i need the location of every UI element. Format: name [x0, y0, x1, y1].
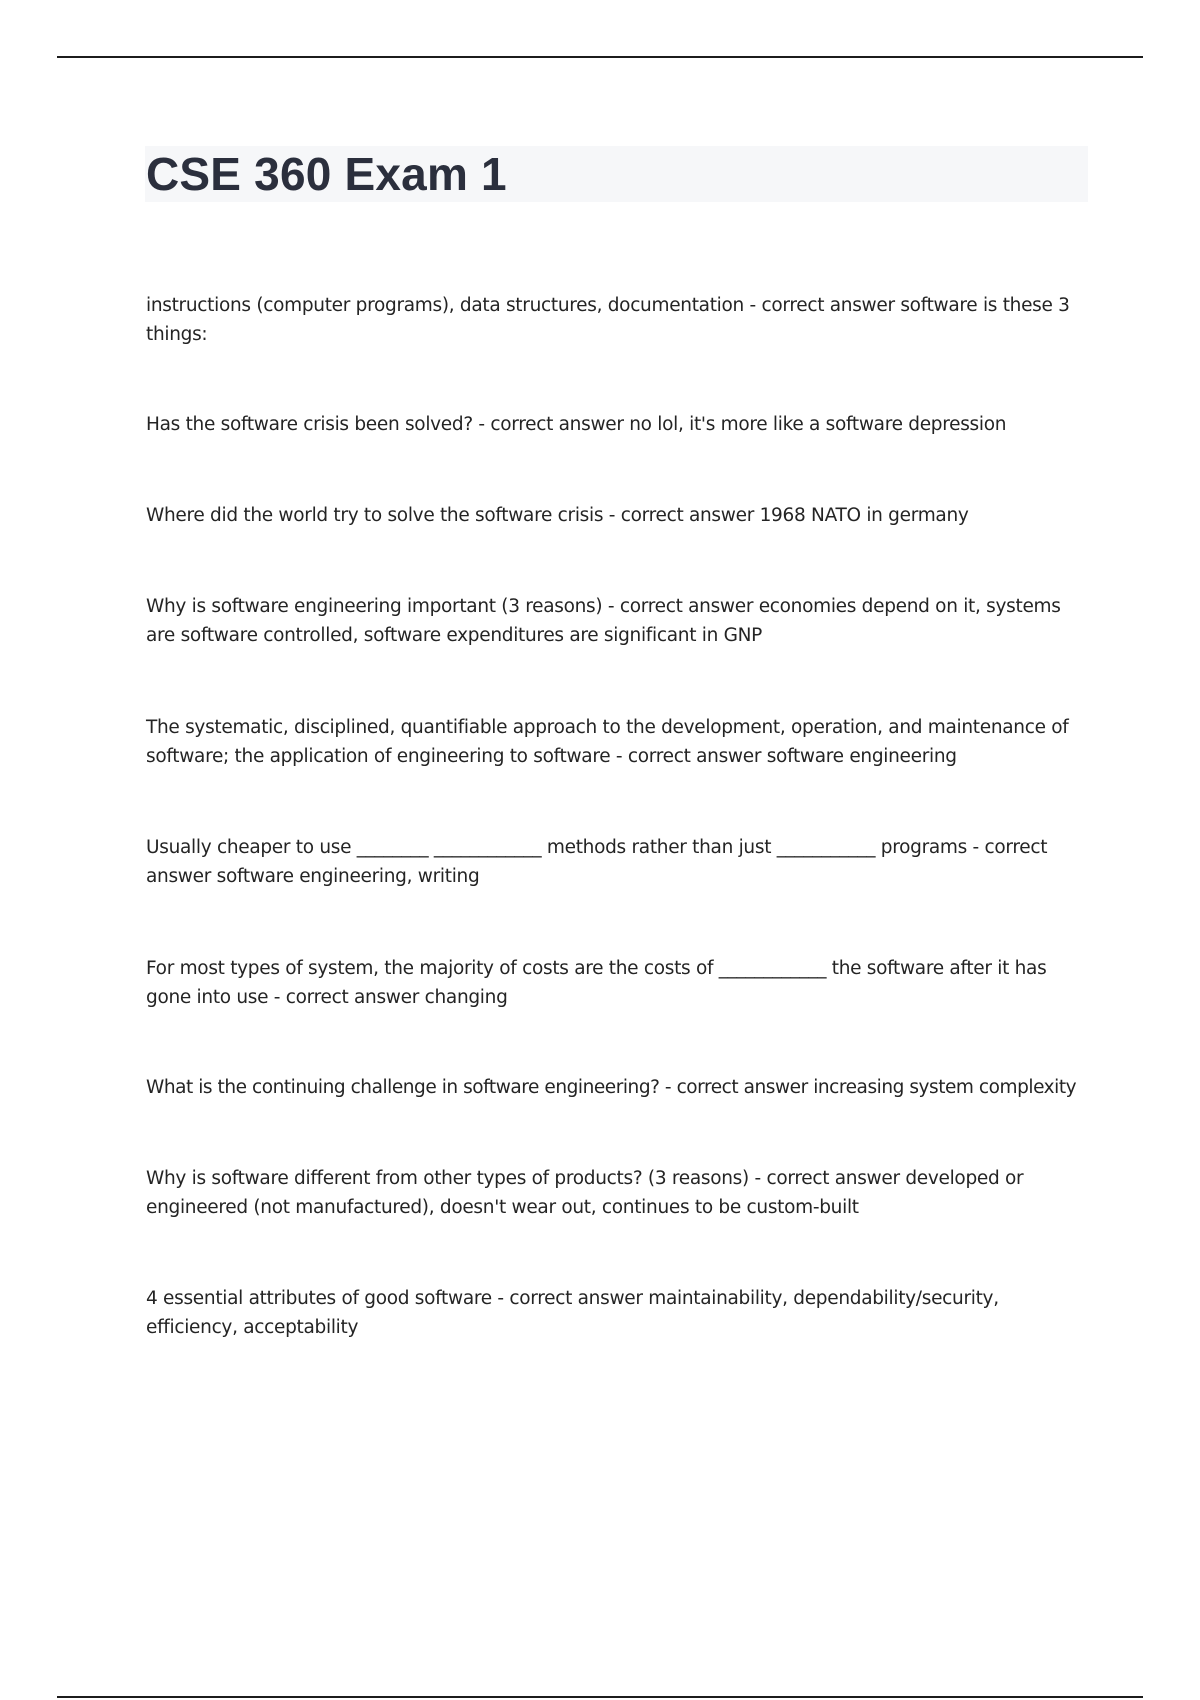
- page-title: CSE 360 Exam 1: [146, 148, 507, 200]
- qa-entry: Why is software engineering important (3 reasons) - correct answer economies depend on it, systems are software controlled, software expenditures are significant in GNP: [146, 596, 1061, 646]
- qa-entry: Has the software crisis been solved? - correct answer no lol, it's more like a software depression: [146, 414, 1007, 435]
- qa-entry: For most types of system, the majority of costs are the costs of ____________ the software after it has gone into use - correct answer changing: [146, 958, 1047, 1008]
- top-divider: [57, 56, 1143, 58]
- qa-entry: Why is software different from other types of products? (3 reasons) - correct answer developed or engineered (not manufactured), doesn't wear out, continues to be custom-built: [146, 1168, 1024, 1218]
- bottom-divider: [57, 1696, 1143, 1698]
- qa-entry: What is the continuing challenge in software engineering? - correct answer increasing system complexity: [146, 1077, 1077, 1098]
- qa-entry: The systematic, disciplined, quantifiable approach to the development, operation, and maintenance of software; the application of engineering to software - correct answer software engineering: [146, 717, 1069, 767]
- qa-entry: Where did the world try to solve the software crisis - correct answer 1968 NATO in germany: [146, 505, 969, 526]
- qa-entry: instructions (computer programs), data structures, documentation - correct answer software is these 3 things:: [146, 295, 1070, 345]
- qa-entry: Usually cheaper to use ________ ____________ methods rather than just ___________ programs - correct answer software engineering, writing: [146, 837, 1048, 887]
- qa-entry: 4 essential attributes of good software - correct answer maintainability, dependability/security, efficiency, acceptability: [146, 1288, 999, 1338]
